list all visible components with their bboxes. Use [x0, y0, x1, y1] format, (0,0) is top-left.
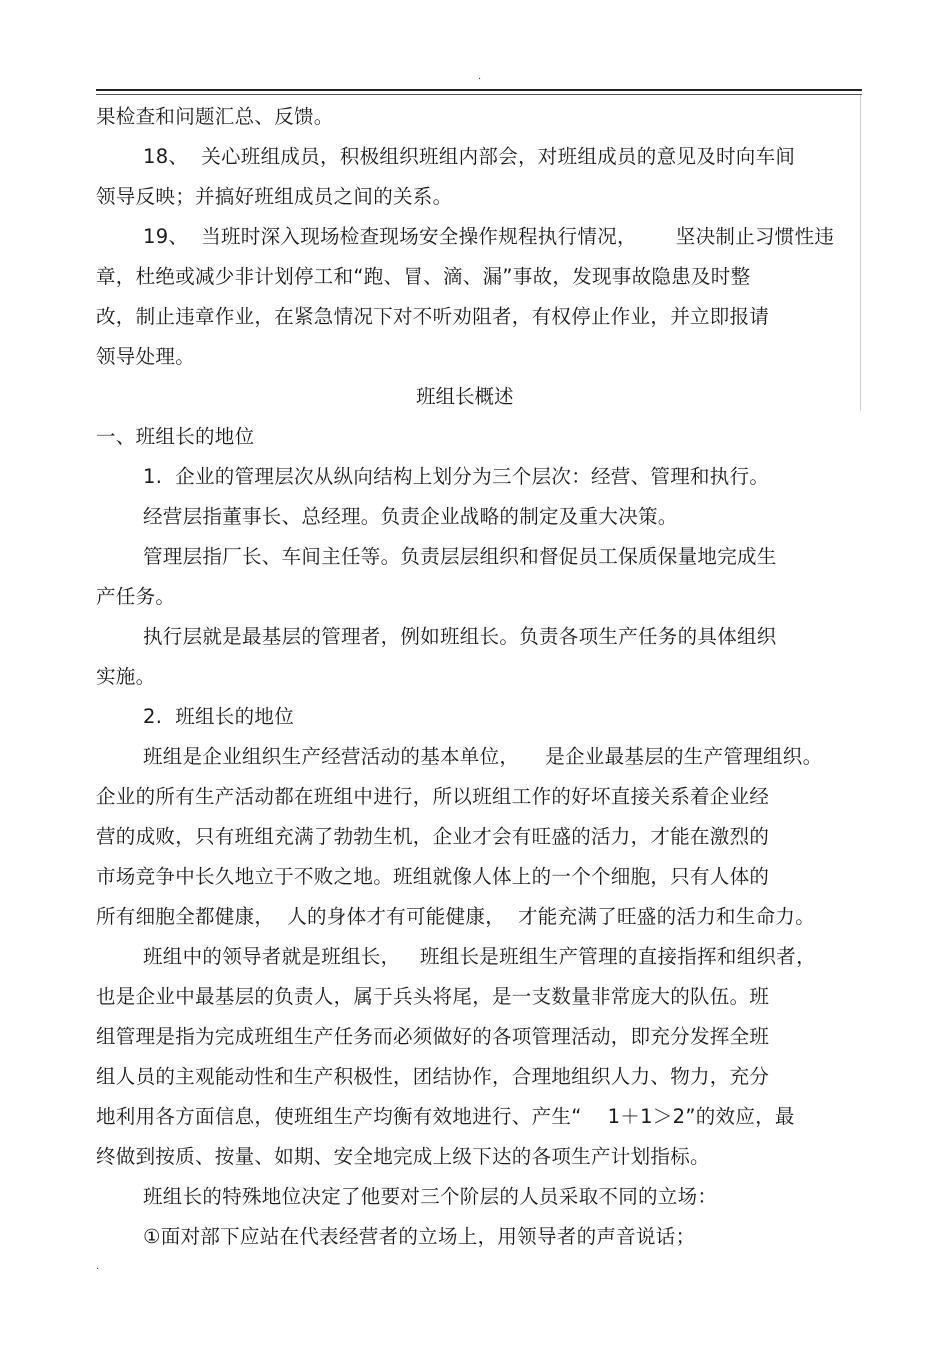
text-line: 组管理是指为完成班组生产任务而必须做好的各项管理活动，即充分发挥全班 — [96, 1025, 770, 1048]
text-line: 组人员的主观能动性和生产积极性，团结协作，合理地组织人力、物力，充分 — [96, 1065, 770, 1088]
text-line: 改，制止违章作业，在紧急情况下对不听劝阻者，有权停止作业，并立即报请 — [96, 305, 770, 328]
text-line: ①面对部下应站在代表经营者的立场上，用领导者的声音说话； — [143, 1225, 696, 1248]
text-line: 1. 企业的管理层次从纵向结构上划分为三个层次：经营、管理和执行。 — [143, 465, 770, 488]
text-line: 产任务。 — [96, 585, 176, 608]
text-line: 终做到按质、按量、如期、安全地完成上级下达的各项生产计划指标。 — [96, 1145, 710, 1168]
text-line: 班组中的领导者就是班组长， 班组长是班组生产管理的直接指挥和组织者， — [143, 945, 816, 968]
text-line: 执行层就是最基层的管理者，例如班组长。负责各项生产任务的具体组织 — [143, 625, 777, 648]
section-title: 班组长概述 — [416, 385, 514, 408]
text-line: 企业的所有生产活动都在班组中进行，所以班组工作的好坏直接关系着企业经 — [96, 785, 770, 808]
text-line: 19、 当班时深入现场检查现场安全操作规程执行情况， 坚决制止习惯性违 — [143, 225, 835, 248]
header-rule-thin — [96, 94, 862, 95]
text-line: 也是企业中最基层的负责人，属于兵头将尾，是一支数量非常庞大的队伍。班 — [96, 985, 770, 1008]
text-line: 班组是企业组织生产经营活动的基本单位， 是企业最基层的生产管理组织。 — [143, 745, 823, 768]
text-line: 实施。 — [96, 665, 156, 688]
side-rule — [860, 95, 861, 411]
text-line: 领导处理。 — [96, 345, 196, 368]
header-rule-thick — [96, 89, 862, 91]
text-line: 果检查和问题汇总、反馈。 — [96, 105, 334, 128]
section-heading: 一、班组长的地位 — [96, 425, 255, 448]
text-line: 领导反映；并搞好班组成员之间的关系。 — [96, 185, 453, 208]
text-line: 管理层指厂长、车间主任等。负责层层组织和督促员工保质保量地完成生 — [143, 545, 777, 568]
text-line: 班组长的特殊地位决定了他要对三个阶层的人员采取不同的立场： — [143, 1185, 718, 1208]
text-line: 营的成败，只有班组充满了勃勃生机，企业才会有旺盛的活力，才能在激烈的 — [96, 825, 770, 848]
text-line: 所有细胞全都健康， 人的身体才有可能健康， 才能充满了旺盛的活力和生命力。 — [96, 905, 815, 928]
text-line: 经营层指董事长、总经理。负责企业战略的制定及重大决策。 — [143, 505, 678, 528]
subsection-heading: 2. 班组长的地位 — [143, 705, 295, 728]
text-line: 市场竞争中长久地立于不败之地。班组就像人体上的一个个细胞，只有人体的 — [96, 865, 770, 888]
text-line: 章，杜绝或减少非计划停工和“跑、冒、滴、漏”事故，发现事故隐患及时整 — [96, 265, 751, 288]
text-line: 地利用各方面信息，使班组生产均衡有效地进行、产生“ 1＋1＞2”的效应，最 — [96, 1105, 795, 1128]
footer-mark: . — [96, 1261, 100, 1272]
header-mark: . — [478, 71, 482, 82]
text-line: 18、 关心班组成员，积极组织班组内部会，对班组成员的意见及时向车间 — [143, 145, 796, 168]
